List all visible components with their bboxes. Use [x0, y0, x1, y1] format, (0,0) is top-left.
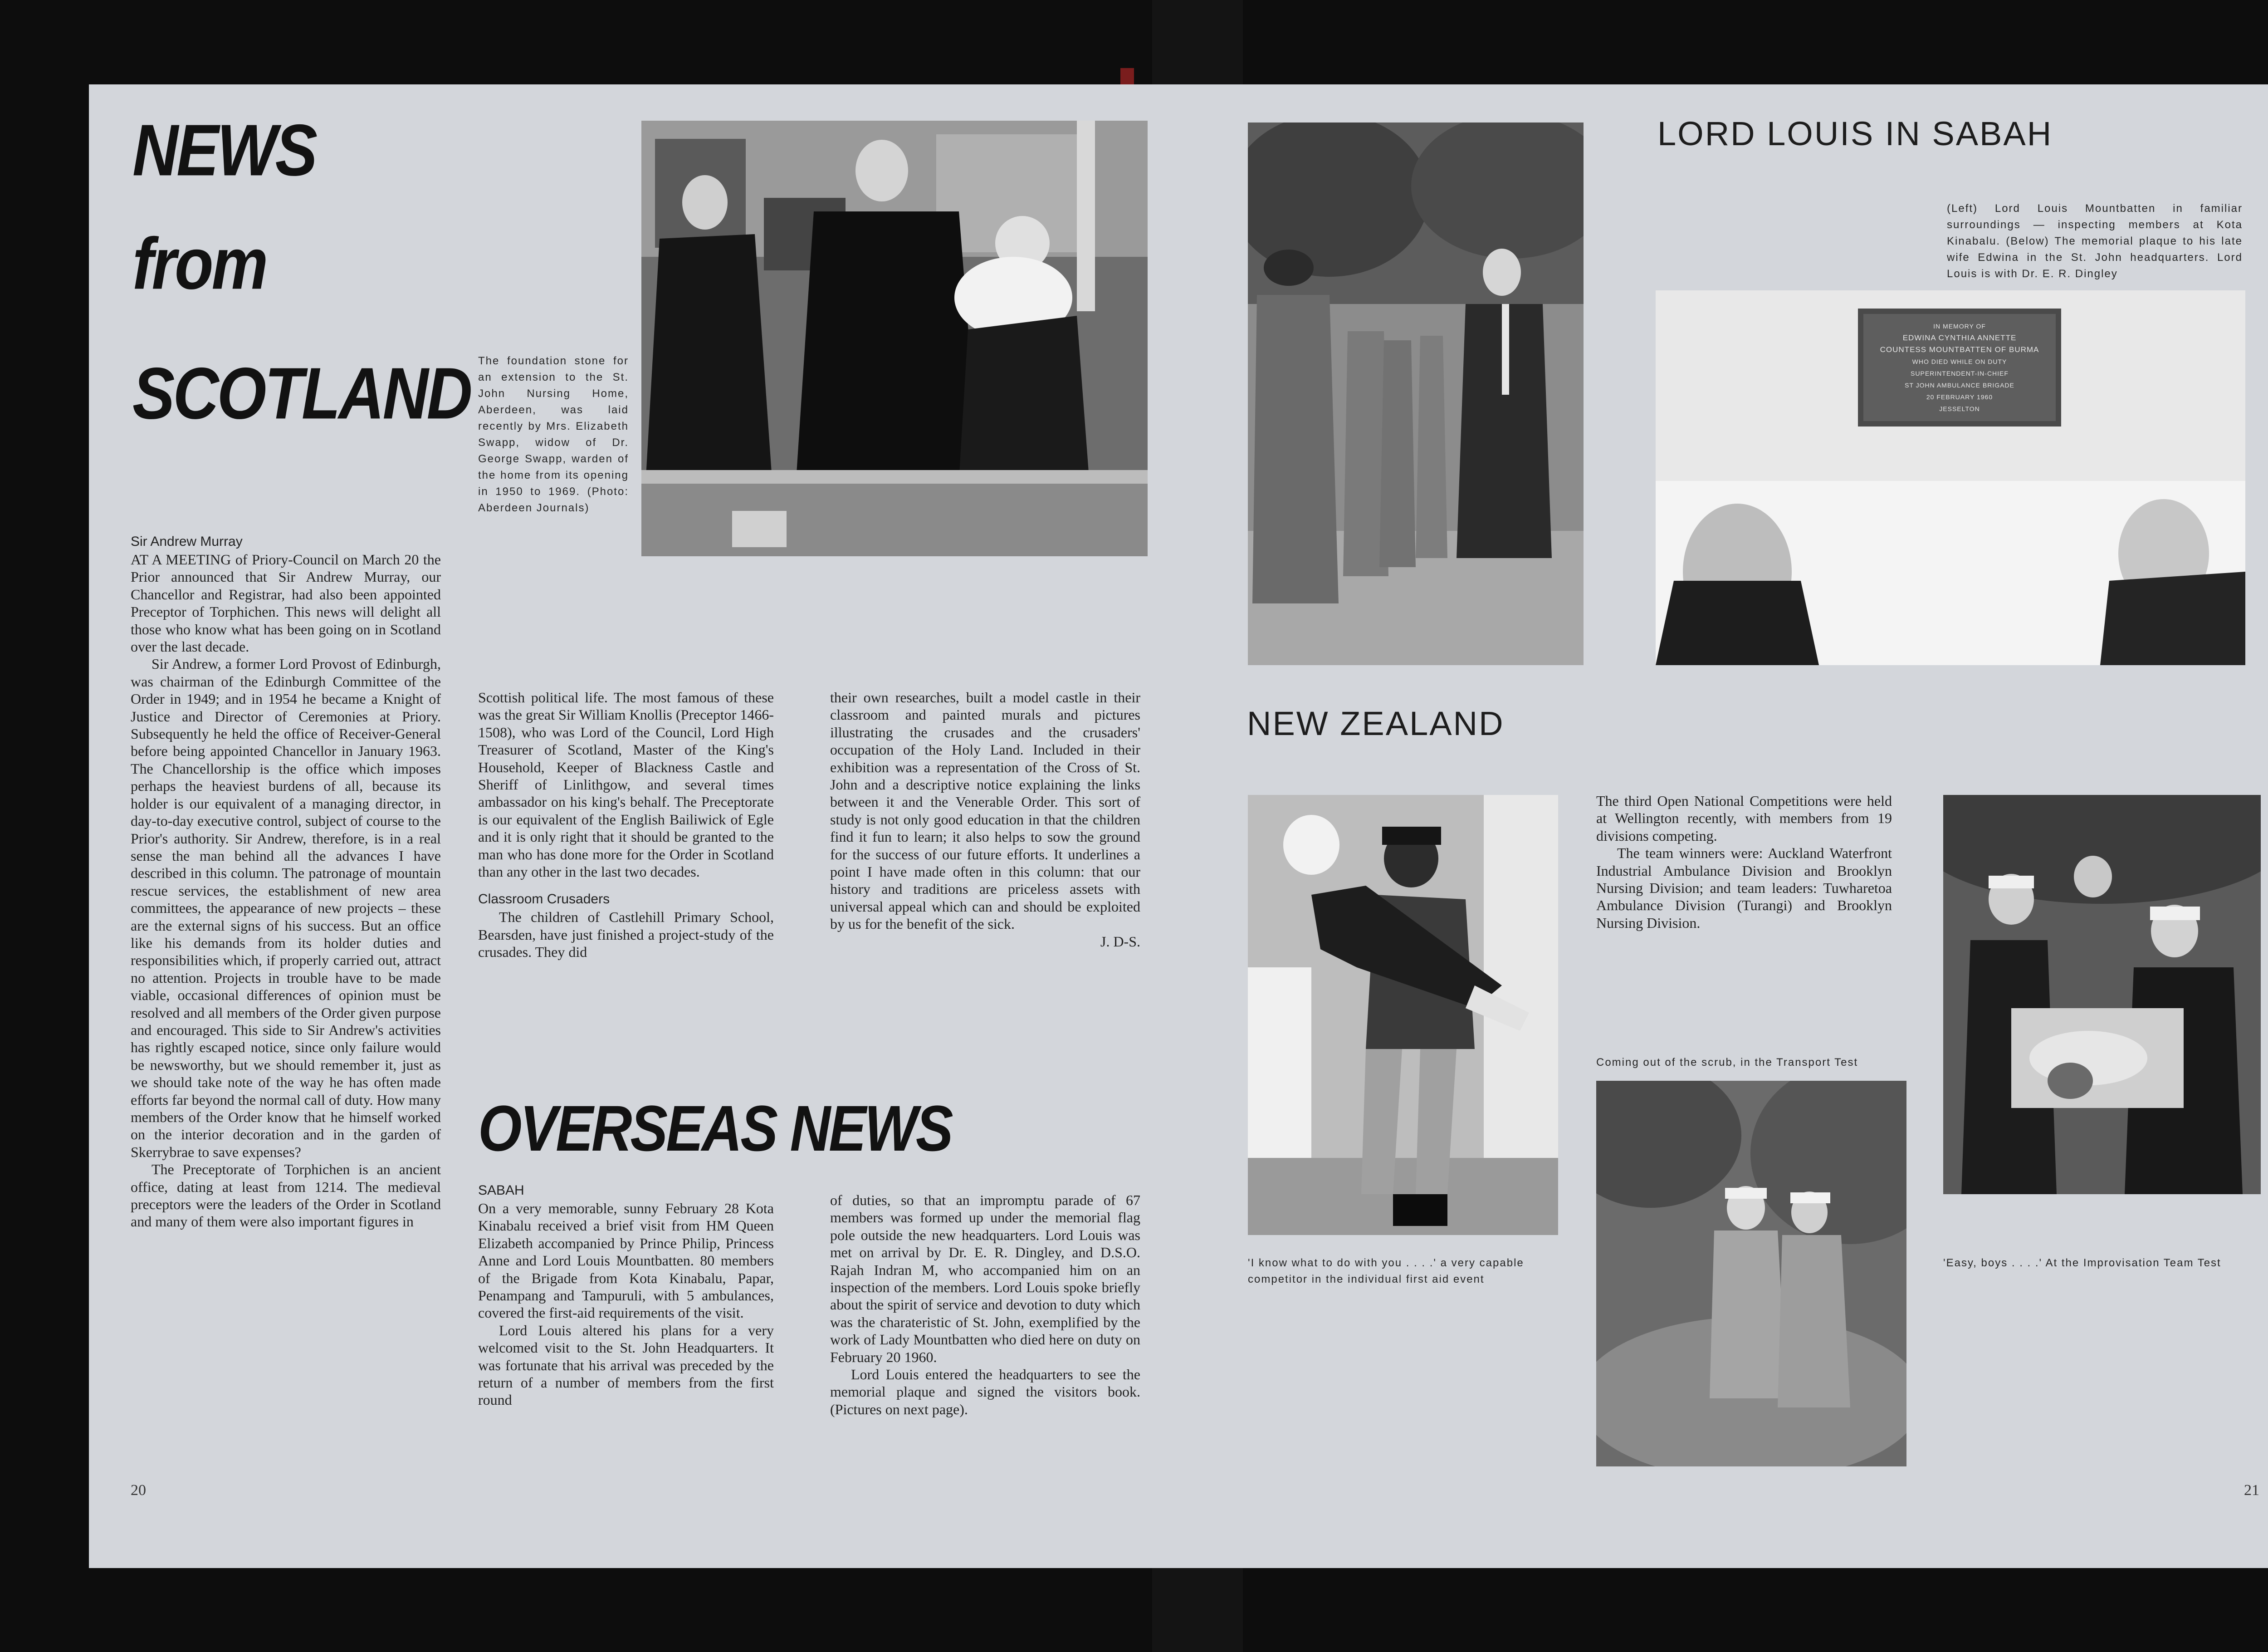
foundation-stone-image: [641, 121, 1148, 556]
carry-competitor-caption: 'I know what to do with you . . . .' a very capable competitor in the individual first aid event: [1248, 1257, 1524, 1285]
headline-news: NEWS: [132, 109, 316, 191]
column-3-bottom: [830, 1191, 1140, 1418]
article-paragraph: The team winners were: Auckland Waterfront Industrial Ambulance Division and Brooklyn Nursing Division; and team leaders: Tuwharetoa Ambulance Division (Turangi) and Brooklyn Nursing Division.: [1596, 845, 1892, 931]
improvisation-team-caption: 'Easy, boys . . . .' At the Improvisation Team Test: [1943, 1257, 2221, 1269]
right-page: [1205, 84, 2268, 1568]
plaque-line: IN MEMORY OF: [1933, 323, 1986, 330]
headline-scotland: SCOTLAND: [132, 352, 471, 434]
article-paragraph: AT A MEETING of Priory-Council on March 20 the Prior announced that Sir Andrew Murray, our Chancellor and Registrar, had also been appointed Preceptor of Torphichen. This news will delight all those who know what has been going on in Scotland over the last decade.: [131, 551, 441, 655]
foundation-stone-caption: The foundation stone for an extension to the St. John Nursing Home, Aberdeen, was laid recently by Mrs. Elizabeth Swapp, widow of Dr. George Swapp, warden of the home from its opening in 1950 to 1969. (Photo: Aberdeen Journals): [478, 355, 629, 514]
article-paragraph: their own researches, built a model castle in their classroom and painted murals and pictures illustrating the crusades and the crusaders' occupation of the Holy Land. Included in their exhibition was a representation of the Cross of St. John and a descriptive notice explaining the links between it and the Venerable Order. This sort of study is not only good education in that the children find it fun to learn; it also helps to sow the ground for the success of our future efforts. It underlines a point I have made often in this column: that our history and traditions are priceless assets with universal appeal which can and should be exploited by us for the benefit of the sick.: [830, 689, 1140, 932]
carry-competitor-image: [1248, 795, 1558, 1235]
plaque-line: 20 FEBRUARY 1960: [1926, 393, 1993, 401]
column-1: [131, 528, 441, 1230]
plaque-line: ST JOHN AMBULANCE BRIGADE: [1905, 382, 2014, 389]
headline-from: from: [132, 222, 267, 304]
article-paragraph: Lord Louis entered the headquarters to see the memorial plaque and signed the visitors book. (Pictures on next page).: [830, 1366, 1140, 1417]
transport-test-caption: Coming out of the scrub, in the Transport Test: [1596, 1056, 1858, 1069]
scrub-transport-photo: [1596, 1081, 1906, 1466]
foundation-stone-photo: [641, 121, 1148, 556]
improvisation-team-photo: [1943, 795, 2261, 1194]
improvisation-team-image: [1943, 795, 2261, 1194]
plaque-text: [1863, 320, 2056, 415]
subhead-sabah: SABAH: [478, 1183, 524, 1198]
sabah-caption: (Left) Lord Louis Mountbatten in familiar surroundings — inspecting members at Kota Kinabalu. (Below) The memorial plaque to his late wife Edwina in the St. John headquarters. Lord Louis is with Dr. E. R. Dingley: [1947, 202, 2243, 280]
article-paragraph: The third Open National Competitions were held at Wellington recently, with members from 19 divisions competing.: [1596, 793, 1892, 844]
subhead-classroom-crusaders: Classroom Crusaders: [478, 892, 610, 907]
plaque-line: COUNTESS MOUNTBATTEN OF BURMA: [1880, 345, 2039, 354]
plaque-line: WHO DIED WHILE ON DUTY: [1912, 358, 2007, 365]
subhead-sir-andrew-murray: Sir Andrew Murray: [131, 534, 243, 549]
carry-competitor-photo: [1248, 795, 1558, 1235]
inspection-image: [1248, 123, 1584, 665]
column-2-top: [478, 689, 774, 961]
headline-overseas-news: OVERSEAS NEWS: [478, 1093, 952, 1165]
author-signature: J. D-S.: [1100, 933, 1140, 950]
article-paragraph: The children of Castlehill Primary School, Bearsden, have just finished a project-study of the crusades. They did: [478, 909, 774, 961]
plaque-line: EDWINA CYNTHIA ANNETTE: [1902, 333, 2017, 342]
left-page: [89, 84, 1206, 1568]
article-paragraph: On a very memorable, sunny February 28 Kota Kinabalu received a brief visit from HM Queen Elizabeth accompanied by Prince Philip, Princess Anne and Lord Louis Mountbatten. 80 members of the Brigade from Kota Kinabalu, Papar, Penampang and Tampuruli, with 5 ambulances, covered the first-aid requirements of the visit.: [478, 1200, 774, 1321]
column-2-bottom: [478, 1181, 774, 1409]
article-paragraph: Lord Louis altered his plans for a very welcomed visit to the St. John Headquarters. It was fortunate that his arrival was preceded by the return of a number of members from the first round: [478, 1322, 774, 1408]
plaque-line: JESSELTON: [1939, 405, 1980, 412]
article-paragraph: Sir Andrew, a former Lord Provost of Edinburgh, was chairman of the Edinburgh Committee of the Order in 1949; and in 1954 he became a Knight of Justice and Director of Ceremonies at Priory. Subsequently he held the office of Receiver-General before being appointed Chancellor in January 1963. The Chancellorship is the office which imposes perhaps the heaviest burdens of all, because its holder is our equivalent of a managing director, in day-to-day executive control, subject of course to the Prior's authority. Sir Andrew, therefore, is in a real sense the man behind all the advances I have described in this column. The patronage of mountain rescue services, the establishment of new area committees, the appearance of new projects – these are the external signs of his success. But an office like his demands from its holder duties and responsibilities which, if properly carried out, attract no attention. Projects in trouble have to be made viable, occasional differences of opinion must be resolved and all members of the Order given purpose and encouraged. This side to Sir Andrew's activities has rightly escaped notice, since only failure would be newsworthy, but we should remember it, just as we should take note of the way he has often made efforts far beyond the normal call of duty. How many members of the Order know that he himself worked on the interior decoration and in the garden of Skerrybrae to save expenses?: [131, 656, 441, 1160]
article-paragraph: The Preceptorate of Torphichen is an ancient office, dating at least from 1214. The medieval preceptors were the leaders of the Order in Scotland and many of them were also important figures in: [131, 1161, 441, 1230]
page-number: 21: [2244, 1482, 2259, 1499]
column-3-top: [830, 689, 1140, 950]
sabah-title: LORD LOUIS IN SABAH: [1657, 115, 2053, 152]
new-zealand-article: [1596, 792, 1892, 931]
plaque-line: SUPERINTENDENT-IN-CHIEF: [1911, 370, 2009, 377]
article-paragraph: of duties, so that an impromptu parade of 67 members was formed up under the memorial flag pole outside the new headquarters. Lord Louis was met on arrival by Dr. E. R. Dingley, and D.S.O. Rajah Indran M, who accompanied him on an inspection of the members. Lord Louis spoke briefly about the spirit of service and devotion to duty which was the charateristic of St. John, exemplified by the work of Lady Mountbatten who died here on duty on February 20 1960.: [830, 1192, 1140, 1365]
page-number: 20: [131, 1482, 146, 1499]
scrub-transport-image: [1596, 1081, 1906, 1466]
memorial-plaque-photo: [1656, 290, 2245, 665]
article-paragraph: Scottish political life. The most famous of these was the great Sir William Knollis (Preceptor 1466-1508), who was Lord of the Council, Lord High Treasurer of Scotland, Master of the King's Household, Keeper of Blackness Castle and Sheriff of Linlithgow, and several times ambassador on his king's behalf. The Preceptorate is our equivalent of the English Bailiwick of Egle and it is only right that it should be granted to the man who has done more for the Order in Scotland than any other in the last two decades.: [478, 689, 774, 880]
new-zealand-title: NEW ZEALAND: [1247, 705, 1505, 742]
inspection-photo: [1248, 123, 1584, 665]
